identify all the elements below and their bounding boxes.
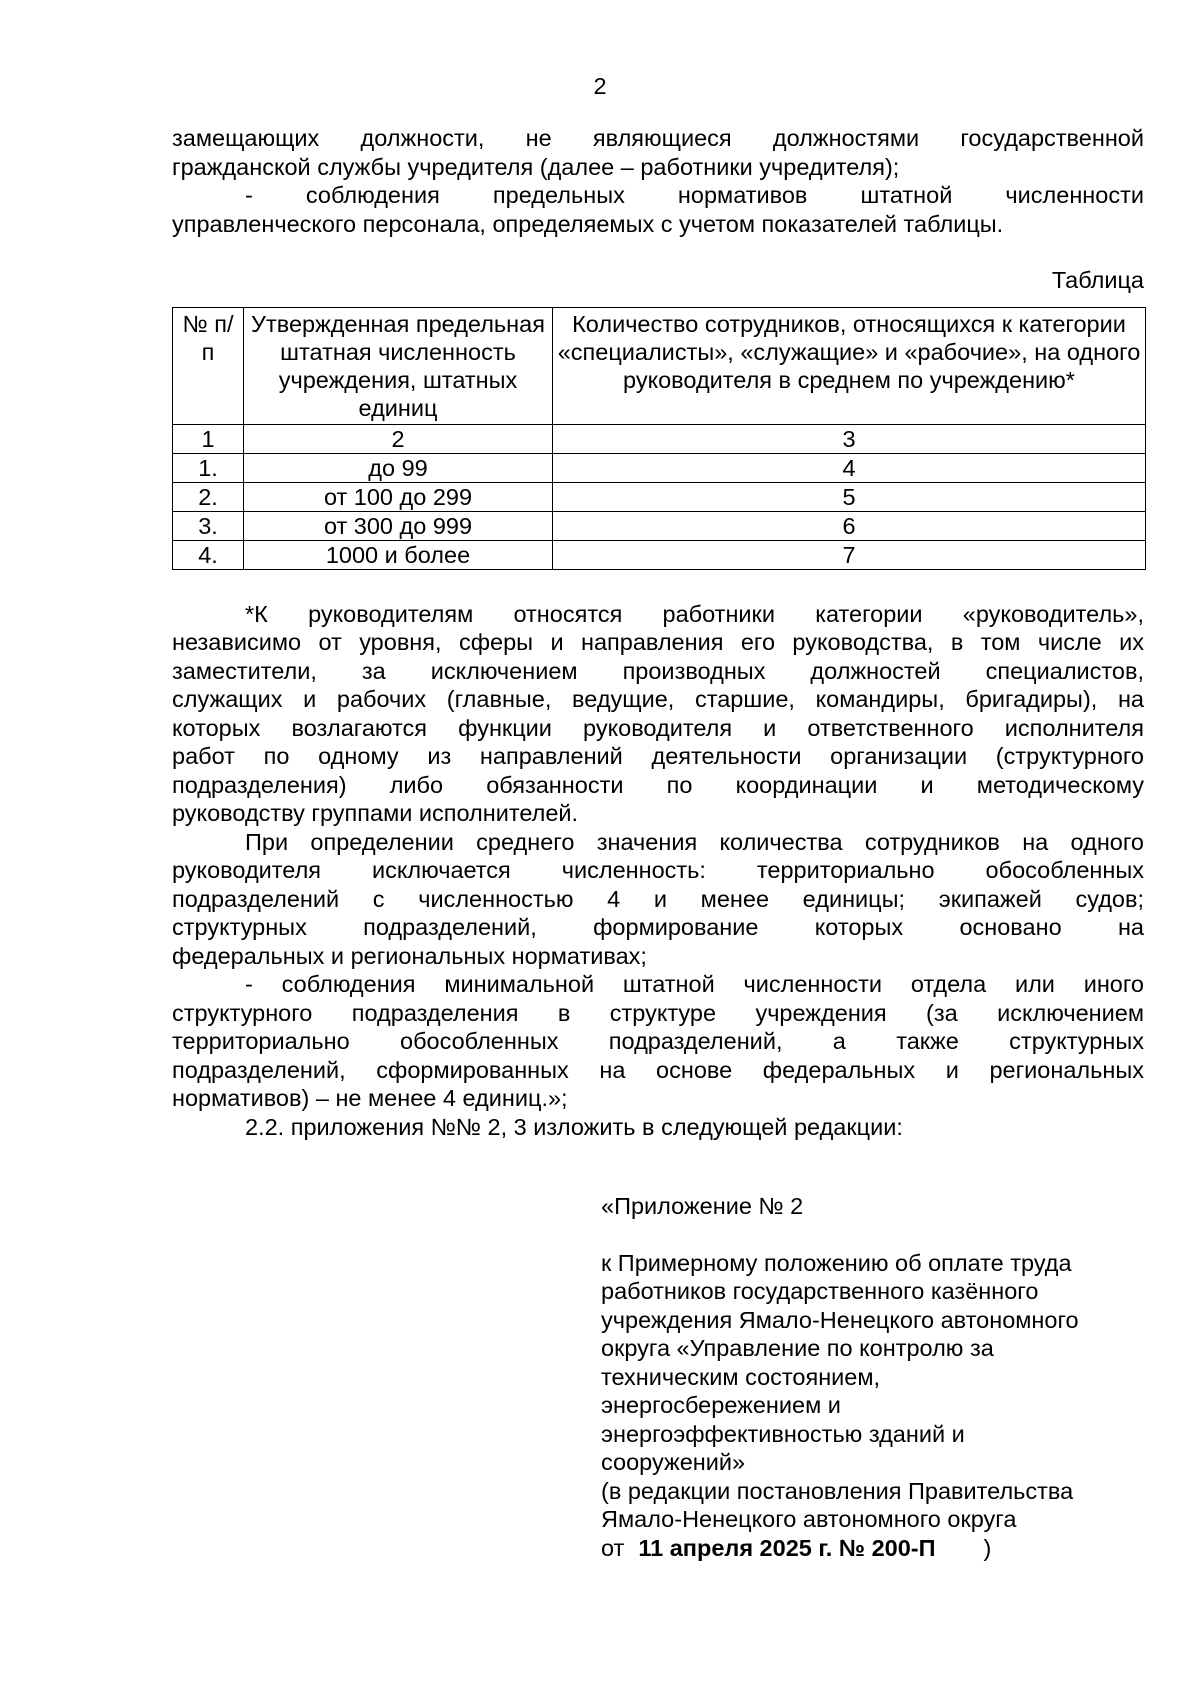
ratio-cell: 5	[553, 482, 1146, 511]
header-cell-ratio: Количество сотрудников, относящихся к категории «специалисты», «служащие» и «рабочие», на одного руководителя в среднем по учреждению*	[553, 307, 1146, 424]
footnote-paragraphs	[172, 600, 1144, 1142]
appendix-subtitle-line: Ямало-Ненецкого автономного округа	[601, 1506, 1017, 1532]
table-row	[173, 453, 1146, 482]
body-text-line: руководству группами исполнителей.	[172, 800, 579, 826]
body-text-line: 2.2. приложения №№ 2, 3 изложить в следующей редакции:	[245, 1113, 903, 1140]
staff-limit-cell: до 99	[244, 453, 553, 482]
row-number-cell: 1.	[173, 453, 244, 482]
appendix-subtitle-line: энергоэффективностью зданий и	[601, 1420, 965, 1447]
body-text-line: - соблюдения минимальной штатной численности отдела или иного	[245, 971, 1144, 997]
column-number-row	[173, 424, 1146, 453]
body-text-line: которых возлагаются функции руководителя и ответственного исполнителя	[172, 714, 1144, 741]
row-number-cell: 2.	[173, 482, 244, 511]
ratio-cell: 4	[553, 453, 1146, 482]
body-text-line: подразделений, сформированных на основе федеральных и региональных	[172, 1056, 1144, 1083]
column-number-cell: 1	[173, 424, 244, 453]
table-row	[173, 540, 1146, 569]
column-number-cell: 3	[553, 424, 1146, 453]
appendix-subtitle-line: техническим состоянием,	[601, 1363, 881, 1390]
ratio-cell: 6	[553, 511, 1146, 540]
intro-text-line: - соблюдения предельных нормативов штатной численности	[245, 182, 1144, 208]
document-body	[172, 124, 1144, 1141]
body-text-line: заместители, за исключением производных должностей специалистов,	[172, 657, 1144, 684]
appendix-heading: «Приложение № 2	[601, 1193, 804, 1219]
body-text-line: нормативов) – не менее 4 единиц.»;	[172, 1085, 568, 1111]
row-number-cell: 3.	[173, 511, 244, 540]
intro-text-line: гражданской службы учредителя (далее – работники учредителя);	[172, 153, 900, 180]
appendix-subtitle-line: энергосбережением и	[601, 1392, 841, 1418]
limits-table	[172, 307, 1146, 570]
body-text-line: территориально обособленных подразделений, а также структурных	[172, 1028, 1144, 1054]
staff-limit-cell: от 300 до 999	[244, 511, 553, 540]
header-cell-number: № п/п	[173, 307, 244, 424]
table-row	[173, 511, 1146, 540]
appendix-subtitle-line: работников государственного казённого	[601, 1278, 1039, 1304]
appendix-subtitle-line: сооружений»	[601, 1449, 746, 1475]
ratio-cell: 7	[553, 540, 1146, 569]
row-number-cell: 4.	[173, 540, 244, 569]
body-text-line: независимо от уровня, сферы и направления его руководства, в том числе их	[172, 629, 1144, 655]
intro-paragraphs	[172, 124, 1144, 238]
body-text-line: *К руководителям относятся работники категории «руководитель»,	[245, 600, 1144, 627]
body-text-line: федеральных и региональных нормативах;	[172, 942, 647, 969]
appendix-subtitle	[601, 1249, 1141, 1534]
table-header-row	[173, 307, 1146, 424]
date-prefix: от	[601, 1534, 625, 1561]
body-text-line: подразделения) либо обязанности по координации и методическому	[172, 771, 1144, 798]
appendix-date-line	[601, 1534, 1141, 1563]
table-caption: Таблица	[1051, 267, 1144, 293]
appendix-subtitle-line: округа «Управление по контролю за	[601, 1335, 994, 1361]
intro-text-line: замещающих должности, не являющиеся должностями государственной	[172, 125, 1144, 151]
page-number: 2	[593, 73, 607, 99]
appendix-subtitle-line: (в редакции постановления Правительства	[601, 1477, 1074, 1504]
body-text-line: руководителя исключается численность: территориально обособленных	[172, 857, 1144, 883]
body-text-line: структурных подразделений, формирование которых основано на	[172, 914, 1144, 940]
appendix-subtitle-line: учреждения Ямало-Ненецкого автономного	[601, 1306, 1079, 1333]
body-text-line: структурного подразделения в структуре учреждения (за исключением	[172, 999, 1144, 1026]
staff-limit-cell: 1000 и более	[244, 540, 553, 569]
date-closing-paren: )	[983, 1534, 992, 1561]
intro-text-line: управленческого персонала, определяемых с учетом показателей таблицы.	[172, 210, 1004, 237]
appendix-subtitle-line: к Примерному положению об оплате труда	[601, 1249, 1072, 1276]
header-cell-staff-limit: Утвержденная предельная штатная численность учреждения, штатных единиц	[244, 307, 553, 424]
body-text-line: работ по одному из направлений деятельности организации (структурного	[172, 743, 1144, 769]
body-text-line: служащих и рабочих (главные, ведущие, старшие, командиры, бригадиры), на	[172, 686, 1144, 712]
appendix-block	[601, 1192, 1141, 1562]
table-row	[173, 482, 1146, 511]
staff-limit-cell: от 100 до 299	[244, 482, 553, 511]
body-text-line: При определении среднего значения количества сотрудников на одного	[245, 828, 1144, 855]
body-text-line: подразделений с численностью 4 и менее единицы; экипажей судов;	[172, 885, 1144, 912]
column-number-cell: 2	[244, 424, 553, 453]
signed-date: 11 апреля 2025 г. № 200-П	[638, 1534, 936, 1561]
